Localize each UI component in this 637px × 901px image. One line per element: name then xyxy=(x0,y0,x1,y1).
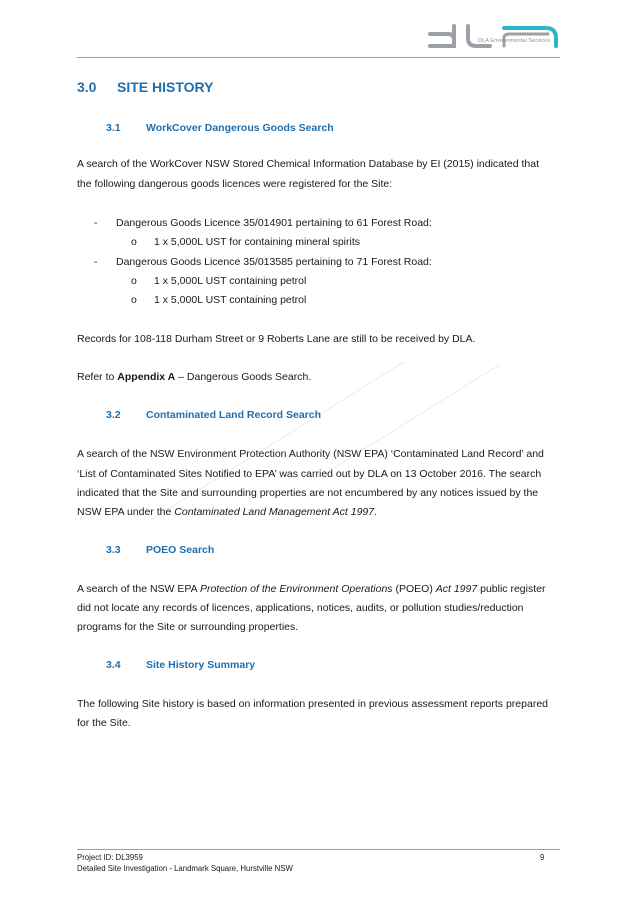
subsection-number: 3.2 xyxy=(106,409,121,421)
paragraph-line xyxy=(77,583,545,595)
subsection-heading-3-1 xyxy=(106,122,334,134)
sublist-bullet: o xyxy=(131,236,137,248)
list-dash: - xyxy=(94,256,98,268)
paragraph-line: for the Site. xyxy=(77,717,131,729)
subsection-title: Site History Summary xyxy=(146,659,256,671)
subsection-title: POEO Search xyxy=(146,544,215,556)
section-number: 3.0 xyxy=(77,79,97,95)
appendix-link: Appendix A xyxy=(117,371,176,383)
subsection-heading-3-3 xyxy=(106,544,214,556)
records-note: Records for 108-118 Durham Street or 9 Roberts Lane are still to be received by DLA. xyxy=(77,333,476,345)
appendix-reference xyxy=(77,371,311,383)
subsection-number: 3.1 xyxy=(106,122,121,134)
paragraph-line: The following Site history is based on information presented in previous assessment reports prepared xyxy=(77,698,548,710)
paragraph-line: the following dangerous goods licences were registered for the Site: xyxy=(77,178,393,190)
dla-logo xyxy=(428,20,560,54)
sublist-bullet: o xyxy=(131,294,137,306)
text-span: . xyxy=(374,506,378,518)
footer-rule xyxy=(77,849,560,850)
text-span: A search of the NSW EPA xyxy=(77,583,200,595)
header-rule xyxy=(77,57,560,58)
sublist-bullet: o xyxy=(131,275,137,287)
sublist-item: 1 x 5,000L UST for containing mineral spirits xyxy=(154,236,361,248)
act-year: Act 1997 xyxy=(435,583,478,595)
act-title: Protection of the Environment Operations xyxy=(199,583,393,595)
sublist-item: 1 x 5,000L UST containing petrol xyxy=(154,275,307,287)
list-item: Dangerous Goods Licence 35/014901 pertaining to 61 Forest Road: xyxy=(116,217,432,229)
list-item: Dangerous Goods Licence 35/013585 pertaining to 71 Forest Road: xyxy=(116,256,432,268)
subsection-title: WorkCover Dangerous Goods Search xyxy=(146,122,334,134)
page-number: 9 xyxy=(540,853,545,862)
paragraph-line: ‘List of Contaminated Sites Notified to EPA’ was carried out by DLA on 13 October 2016. The search xyxy=(77,468,542,480)
footer-project-id: Project ID: DL3959 xyxy=(77,853,143,862)
paragraph-line xyxy=(77,506,377,518)
text-span: NSW EPA under the xyxy=(77,506,175,518)
section-heading xyxy=(77,79,213,95)
subsection-number: 3.3 xyxy=(106,544,121,556)
text-span: (POEO) xyxy=(392,583,436,595)
sublist-item: 1 x 5,000L UST containing petrol xyxy=(154,294,307,306)
list-dash: - xyxy=(94,217,98,229)
footer-document-title: Detailed Site Investigation - Landmark Square, Hurstville NSW xyxy=(77,864,293,873)
paragraph-line: did not locate any records of licences, applications, notices, audits, or pollution studies/reduction xyxy=(77,602,524,614)
logo-subtitle: DLA Environmental Services xyxy=(478,38,551,44)
text-span: public register xyxy=(477,583,546,595)
refer-suffix: – Dangerous Goods Search. xyxy=(175,371,312,383)
refer-prefix: Refer to xyxy=(77,371,118,383)
paragraph-line: A search of the NSW Environment Protection Authority (NSW EPA) ‘Contaminated Land Record’ and xyxy=(77,448,544,460)
paragraph-line: indicated that the Site and surrounding properties are not encumbered by any notices issued by the xyxy=(77,487,539,499)
subsection-title: Contaminated Land Record Search xyxy=(146,409,322,421)
subsection-heading-3-4 xyxy=(106,659,255,671)
section-title: SITE HISTORY xyxy=(117,79,214,95)
paragraph-line: programs for the Site or surrounding properties. xyxy=(77,621,299,633)
subsection-heading-3-2 xyxy=(106,409,321,421)
act-title: Contaminated Land Management Act 1997 xyxy=(174,506,375,518)
subsection-number: 3.4 xyxy=(106,659,121,671)
paragraph-line: A search of the WorkCover NSW Stored Chemical Information Database by EI (2015) indicated that xyxy=(77,158,540,170)
